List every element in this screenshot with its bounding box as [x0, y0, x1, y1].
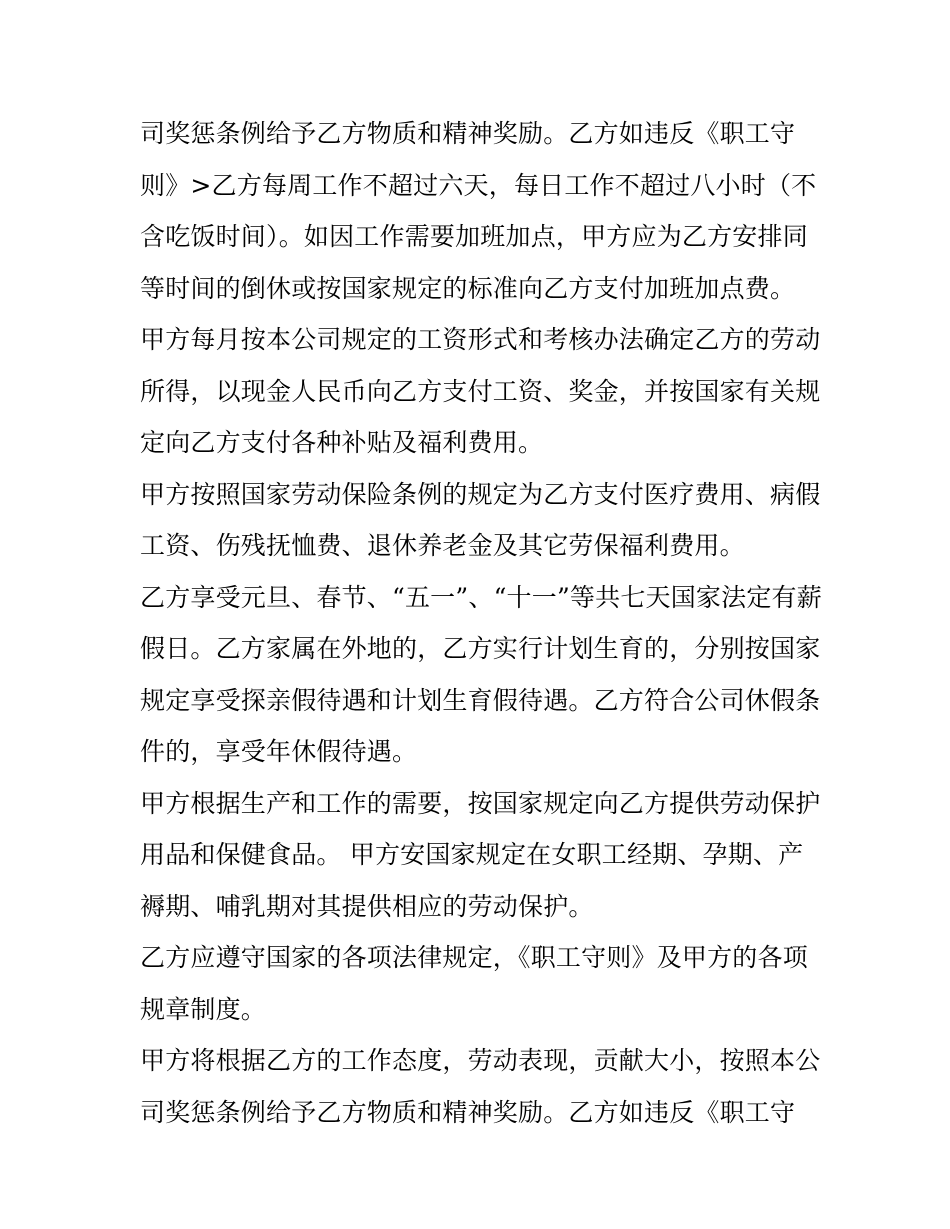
text-line: 司奖惩条例给予乙方物质和精神奖励。乙方如违反《职工守 — [140, 119, 796, 148]
text-line: 假日。乙方家属在外地的，乙方实行计划生育的，分别按国家 — [140, 634, 821, 663]
text-line: 甲方根据生产和工作的需要，按国家规定向乙方提供劳动保护 — [140, 788, 821, 818]
text-line: 工资、伤残抚恤费、退休养老金及其它劳保福利费用。 — [140, 531, 745, 560]
text-line: 规章制度。 — [140, 994, 267, 1024]
text-line: 含吃饭时间）。如因工作需要加班加点，甲方应为乙方安排同 — [140, 222, 808, 251]
text-line: 等时间的倒休或按国家规定的标准向乙方支付加班加点费。 — [140, 273, 796, 303]
text-line: 司奖惩条例给予乙方物质和精神奖励。乙方如违反《职工守 — [140, 1097, 796, 1127]
text-line: 甲方将根据乙方的工作态度，劳动表现，贡献大小，按照本公 — [140, 1046, 821, 1075]
document-body — [140, 108, 820, 1138]
text-line: 乙方享受元旦、春节、“五一”、“十一”等共七天国家法定有薪 — [140, 582, 822, 612]
text-line: 所得，以现金人民币向乙方支付工资、奖金，并按国家有关规 — [140, 376, 821, 406]
text-line: 乙方应遵守国家的各项法律规定，《职工守则》及甲方的各项 — [140, 943, 808, 972]
text-line: 定向乙方支付各种补贴及福利费用。 — [140, 428, 544, 457]
text-line: 件的，享受年休假待遇。 — [140, 737, 418, 766]
text-line: 用品和保健食品。 甲方安国家规定在女职工经期、孕期、产 — [140, 840, 804, 869]
text-line: 则》>乙方每周工作不超过六天，每日工作不超过八小时（不 — [140, 170, 817, 200]
text-line: 褥期、哺乳期对其提供相应的劳动保护。 — [140, 891, 594, 921]
text-line: 甲方每月按本公司规定的工资形式和考核办法确定乙方的劳动 — [140, 325, 821, 354]
text-line: 甲方按照国家劳动保险条例的规定为乙方支付医疗费用、病假 — [140, 479, 821, 509]
text-line: 规定享受探亲假待遇和计划生育假待遇。乙方符合公司休假条 — [140, 685, 821, 715]
